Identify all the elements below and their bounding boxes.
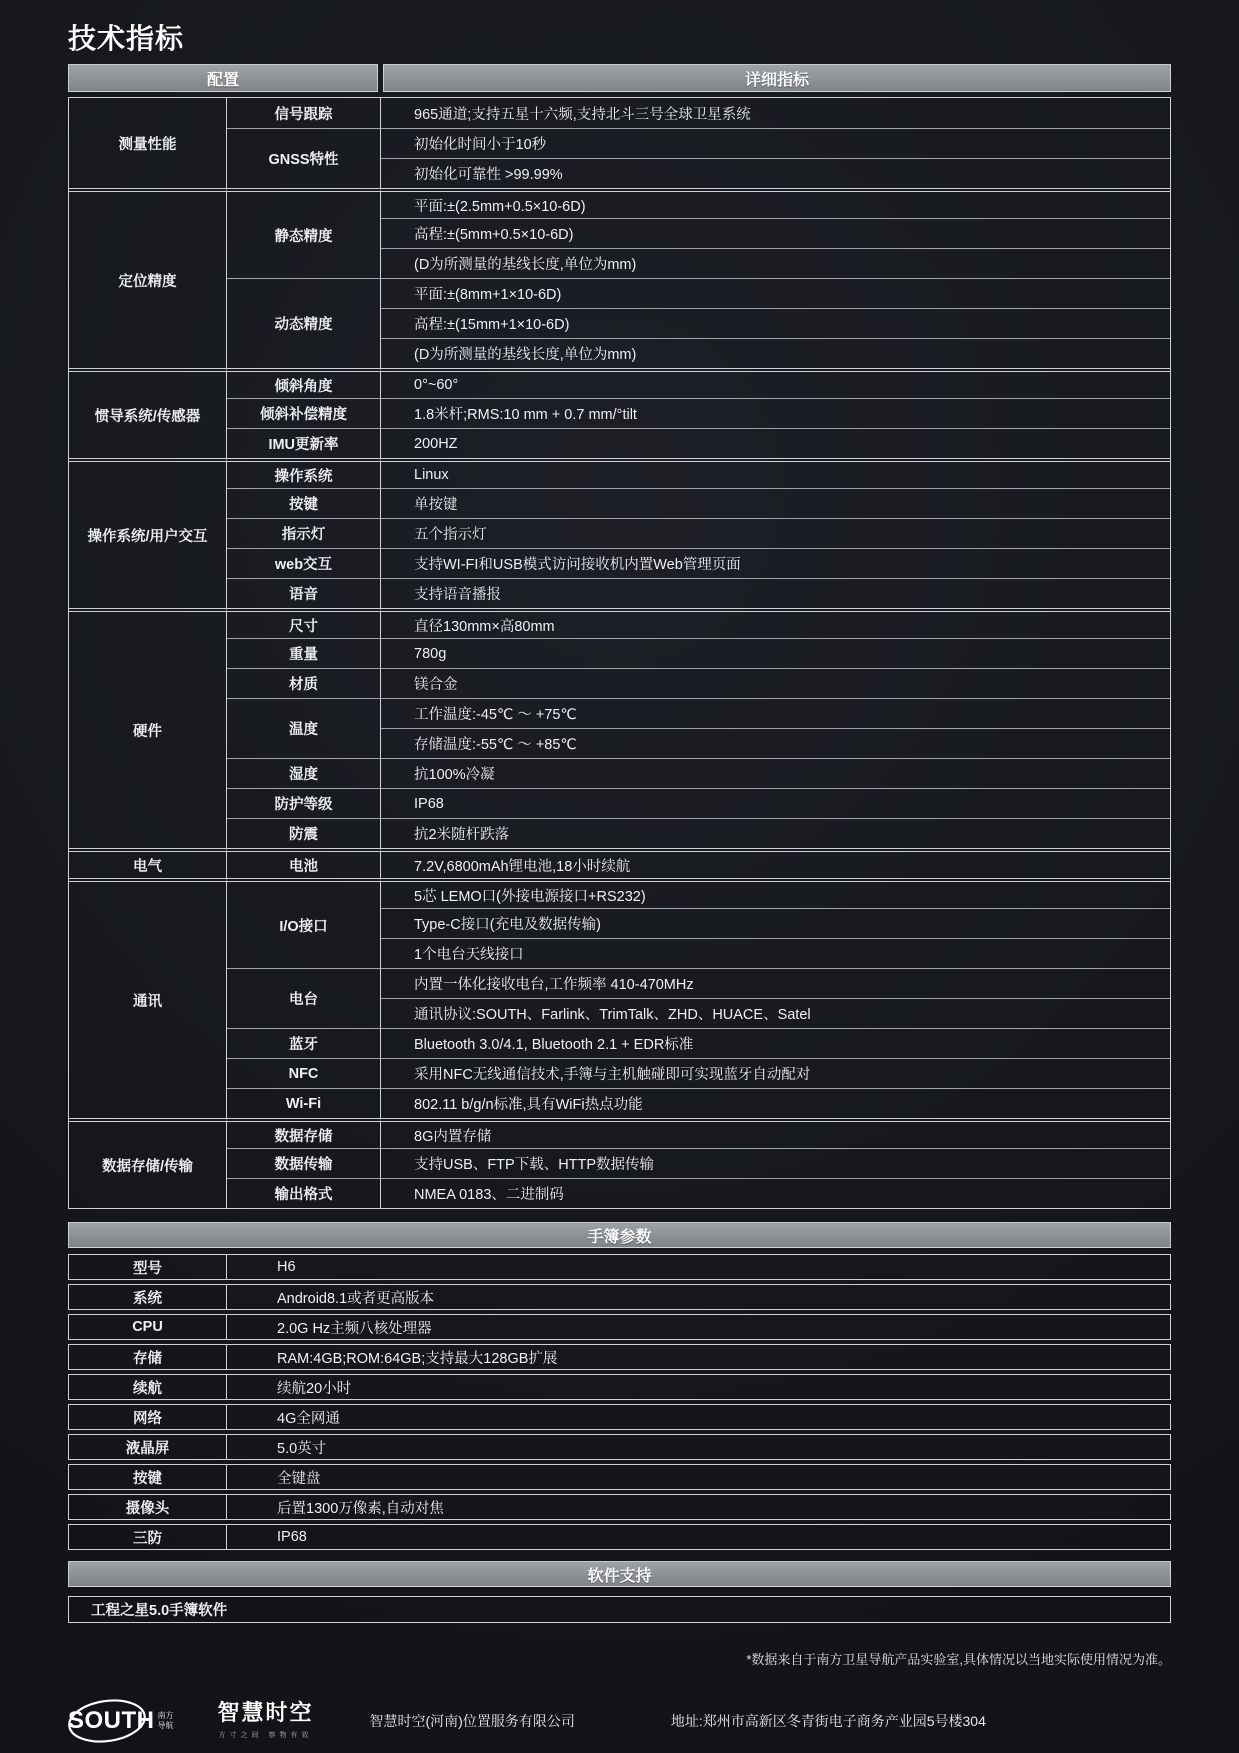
brand-logo-text: 智慧时空 (217, 1700, 314, 1725)
handbook-row (68, 1404, 1171, 1430)
footer-company: 智慧时空(河南)位置服务有限公司 (369, 1713, 575, 1729)
category-cell: 硬件 (69, 608, 227, 848)
handbook-row (68, 1254, 1171, 1280)
sub-label-cell: 湿度 (227, 758, 381, 788)
sub-label-cell: 尺寸 (227, 608, 381, 638)
value-cell: 平面:±(2.5mm+0.5×10-6D) (381, 188, 1170, 218)
value-cell: 965通道;支持五星十六频,支持北斗三号全球卫星系统 (414, 106, 751, 123)
sub-label-cell: 倾斜补偿精度 (227, 398, 381, 428)
handbook-label: 按键 (69, 1465, 227, 1489)
category-cell: 惯导系统/传感器 (69, 368, 227, 458)
value-cell: 0°~60° (381, 368, 1170, 398)
brand-tagline: 方寸之间 察物有致 (218, 1732, 313, 1739)
value-cell: 直径130mm×高80mm (381, 608, 1170, 638)
sub-label-cell: 电池 (227, 848, 381, 878)
value-cell: (D为所测量的基线长度,单位为mm) (381, 248, 1170, 278)
handbook-row (68, 1524, 1171, 1550)
sub-label-cell: 防护等级 (227, 788, 381, 818)
value-cell: (D为所测量的基线长度,单位为mm) (381, 338, 1170, 368)
handbook-section-header: 手簿参数 (68, 1222, 1171, 1248)
sub-label-cell: 静态精度 (227, 188, 381, 278)
handbook-label: 系统 (69, 1285, 227, 1309)
handbook-label: 续航 (69, 1375, 227, 1399)
value-cell: Type-C接口(充电及数据传输) (381, 908, 1170, 938)
handbook-value: 全键盘 (277, 1470, 321, 1487)
value-cell: 初始化时间小于10秒 (381, 128, 1170, 158)
value-cell: 支持USB、FTP下载、HTTP数据传输 (381, 1148, 1170, 1178)
handbook-value: 后置1300万像素,自动对焦 (277, 1500, 444, 1517)
sub-label-cell: 数据传输 (227, 1148, 381, 1178)
value-cell: Linux (381, 458, 1170, 488)
software-row: 工程之星5.0手簿软件 (68, 1596, 1171, 1623)
value-cell: 高程:±(5mm+0.5×10-6D) (381, 218, 1170, 248)
value-cell: 单按键 (381, 488, 1170, 518)
category-cell: 测量性能 (69, 98, 227, 188)
sub-label-cell: 数据存储 (227, 1118, 381, 1148)
sub-label-cell: 温度 (227, 698, 381, 758)
value-cell: 5芯 LEMO口(外接电源接口+RS232) (381, 878, 1170, 908)
sub-label-cell: IMU更新率 (227, 428, 381, 458)
handbook-table (68, 1254, 1171, 1550)
value-cell: 200HZ (381, 428, 1170, 458)
page-title: 技术指标 (68, 23, 185, 54)
category-cell: 通讯 (69, 878, 227, 1118)
value-cell: 高程:±(15mm+1×10-6D) (381, 308, 1170, 338)
sub-label-cell: I/O接口 (227, 878, 381, 968)
sub-label-cell: 输出格式 (227, 1178, 381, 1208)
value-cell: 存储温度:-55℃ ～ +85℃ (381, 728, 1170, 758)
handbook-row (68, 1344, 1171, 1370)
handbook-row (68, 1494, 1171, 1520)
handbook-label: 存储 (69, 1345, 227, 1369)
spec-table (68, 97, 1171, 1209)
value-cell: 五个指示灯 (381, 518, 1170, 548)
sub-label-cell: 语音 (227, 578, 381, 608)
category-cell: 数据存储/传输 (69, 1118, 227, 1208)
sub-label-cell: NFC (227, 1058, 381, 1088)
sub-label-cell: 蓝牙 (227, 1028, 381, 1058)
handbook-value: 续航20小时 (277, 1380, 352, 1397)
value-cell: 7.2V,6800mAh锂电池,18小时续航 (381, 848, 1170, 878)
handbook-row (68, 1314, 1171, 1340)
footnote: *数据来自于南方卫星导航产品实验室,具体情况以当地实际使用情况为准。 (746, 1652, 1171, 1667)
handbook-row (68, 1284, 1171, 1310)
handbook-label: 型号 (69, 1255, 227, 1279)
value-cell: IP68 (381, 788, 1170, 818)
value-cell: 镁合金 (381, 668, 1170, 698)
handbook-value: 5.0英寸 (277, 1440, 327, 1457)
sub-label-cell: 重量 (227, 638, 381, 668)
value-cell: 内置一体化接收电台,工作频率 410-470MHz (381, 968, 1170, 998)
value-cell: 抗2米随杆跌落 (381, 818, 1170, 848)
sub-label-cell: 按键 (227, 488, 381, 518)
handbook-label: 液晶屏 (69, 1435, 227, 1459)
handbook-value: IP68 (277, 1529, 307, 1545)
handbook-label: 网络 (69, 1405, 227, 1429)
handbook-label: 摄像头 (69, 1495, 227, 1519)
sub-label-cell: 材质 (227, 668, 381, 698)
handbook-row (68, 1434, 1171, 1460)
sub-label-cell: 防震 (227, 818, 381, 848)
handbook-value: H6 (277, 1259, 296, 1275)
value-cell: 780g (381, 638, 1170, 668)
sub-label-cell: 电台 (227, 968, 381, 1028)
handbook-value: Android8.1或者更高版本 (277, 1290, 435, 1307)
software-table (68, 1596, 1171, 1623)
category-cell: 定位精度 (69, 188, 227, 368)
value-cell: Bluetooth 3.0/4.1, Bluetooth 2.1 + EDR标准 (381, 1028, 1170, 1058)
value-cell: 1个电台天线接口 (381, 938, 1170, 968)
category-cell: 操作系统/用户交互 (69, 458, 227, 608)
value-cell: 采用NFC无线通信技术,手簿与主机触碰即可实现蓝牙自动配对 (381, 1058, 1170, 1088)
sub-label-cell: 指示灯 (227, 518, 381, 548)
value-cell: 通讯协议:SOUTH、Farlink、TrimTalk、ZHD、HUACE、Satel (381, 998, 1170, 1028)
value-cell: 抗100%冷凝 (381, 758, 1170, 788)
detail-column-header: 详细指标 (383, 64, 1171, 92)
sub-label-cell: web交互 (227, 548, 381, 578)
handbook-label: 三防 (69, 1525, 227, 1549)
handbook-row (68, 1374, 1171, 1400)
value-cell: NMEA 0183、二进制码 (381, 1178, 1170, 1208)
sub-label-cell: Wi-Fi (227, 1088, 381, 1118)
value-cell: 802.11 b/g/n标准,具有WiFi热点功能 (381, 1088, 1170, 1118)
value-cell: 平面:±(8mm+1×10-6D) (381, 278, 1170, 308)
brand-logo (218, 1702, 314, 1740)
value-cell: 支持WI-FI和USB模式访问接收机内置Web管理页面 (381, 548, 1170, 578)
category-cell: 电气 (69, 848, 227, 878)
sub-label-cell: 动态精度 (227, 278, 381, 368)
table-header-row (68, 64, 1171, 92)
sub-label-cell: GNSS特性 (227, 128, 381, 188)
value-cell: 工作温度:-45℃ ～ +75℃ (381, 698, 1170, 728)
handbook-row (68, 1464, 1171, 1490)
value-cell: 支持语音播报 (381, 578, 1170, 608)
footer (68, 1696, 1171, 1746)
south-logo-text: SOUTH (68, 1707, 155, 1734)
handbook-label: CPU (69, 1315, 227, 1339)
handbook-value: 4G全网通 (277, 1410, 340, 1427)
handbook-value: RAM:4GB;ROM:64GB;支持最大128GB扩展 (277, 1350, 558, 1367)
value-cell: 1.8米杆;RMS:10 mm + 0.7 mm/°tilt (381, 398, 1170, 428)
software-section-header: 软件支持 (68, 1561, 1171, 1587)
south-logo (68, 1696, 176, 1746)
sub-label-cell: 倾斜角度 (227, 368, 381, 398)
footer-address: 地址:郑州市高新区冬青街电子商务产业园5号楼304 (670, 1713, 986, 1729)
value-cell: 初始化可靠性 >99.99% (381, 158, 1170, 188)
value-cell: 8G内置存储 (381, 1118, 1170, 1148)
south-logo-subtext: 南方导航 (157, 1711, 174, 1730)
sub-label-cell: 操作系统 (227, 458, 381, 488)
config-column-header: 配置 (68, 64, 378, 92)
handbook-value: 2.0G Hz主频八核处理器 (277, 1320, 432, 1337)
sub-label-cell: 信号跟踪 (227, 98, 381, 128)
